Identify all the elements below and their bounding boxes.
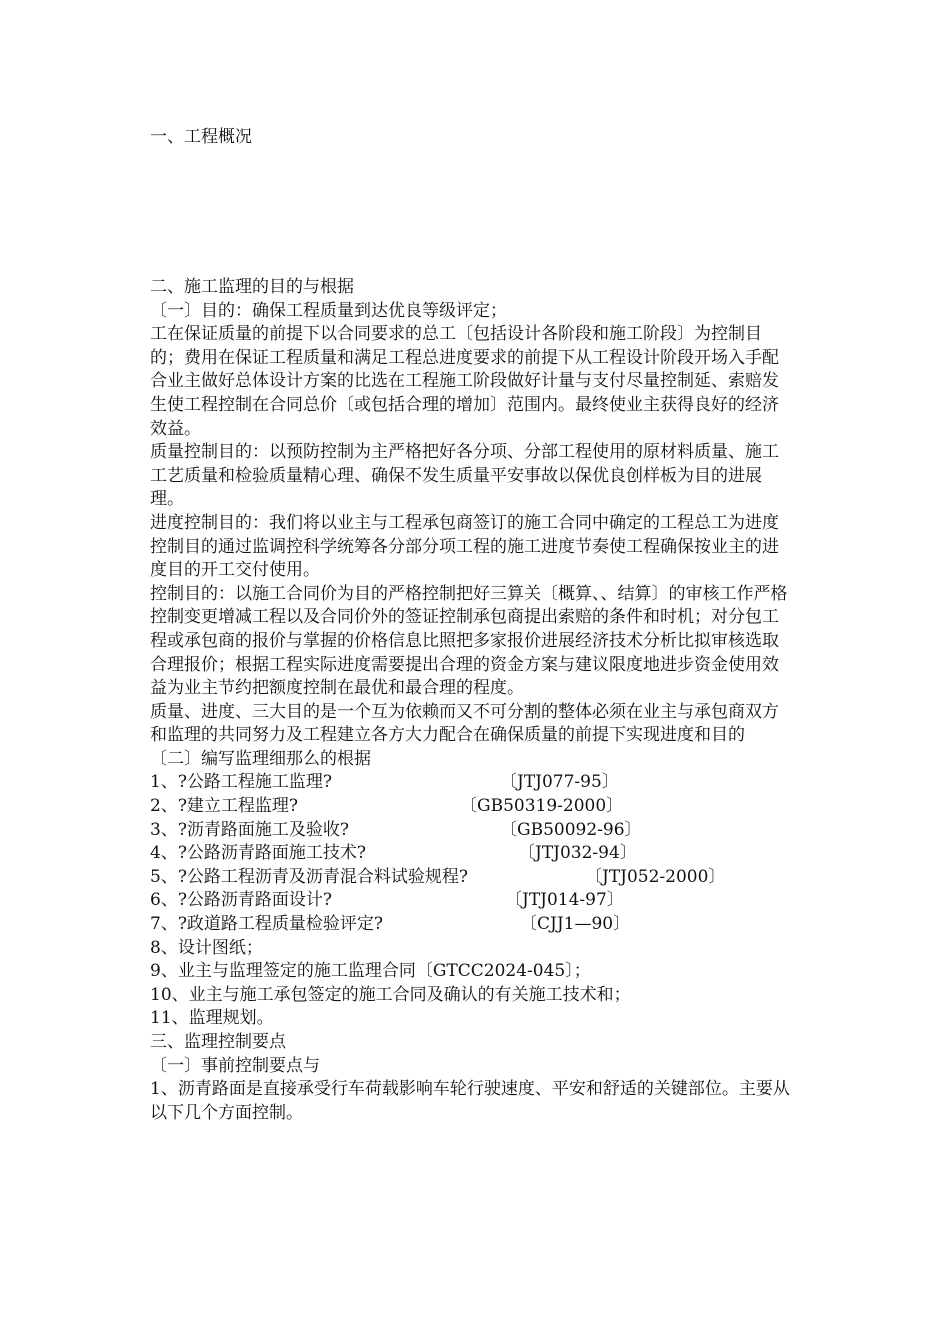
reference-title: 2、?建立工程监理? (150, 796, 299, 817)
reference-item (150, 819, 790, 843)
reference-title: 3、?沥青路面施工及验收? (150, 819, 350, 840)
reference-title: 5、?公路工程沥青及沥青混合料试验规程? (150, 866, 469, 887)
reference-code: 〔JTJ052-2000〕 (585, 866, 726, 887)
section-3-heading: 三、监理控制要点 (150, 1032, 286, 1052)
section-2-1-heading: 〔一〕目的：确保工程质量到达优良等级评定； (150, 300, 507, 321)
reference-code: 〔JTJ014-97〕 (505, 890, 624, 911)
reference-item (150, 771, 790, 795)
paragraph-schedule-goal: 进度控制目的：我们将以业主与工程承包商签订的施工合同中确定的工程总工为进度控制目的通过监调控科学统筹各分部分项工程的施工进度节奏使工程确保按业主的进度目的开工交付使用。 (150, 512, 779, 581)
reference-code: 〔JTJ077-95〕 (500, 772, 619, 793)
paragraph-quality-goal: 质量控制目的：以预防控制为主严格把好各分项、分部工程使用的原材料质量、施工工艺质量和检验质量精心理、确保不发生质量平安事故以保优良创样板为目的进展理。 (150, 442, 779, 510)
reference-item (150, 795, 790, 819)
document-body (150, 276, 790, 1125)
reference-title: 6、?公路沥青路面设计? (150, 890, 333, 911)
reference-item (150, 842, 790, 866)
list-item: 8、设计图纸； (150, 937, 263, 958)
paragraph-three-goals: 质量、进度、三大目的是一个互为依赖而又不可分割的整体必须在业主与承包商双方和监理的共同努力及工程建立各方大力配合在确保质量的前提下实现进度和目的 (150, 701, 779, 746)
paragraph-control-goal: 控制目的：以施工合同价为目的严格控制把好三算关〔概算、、结算〕的审核工作严格控制变更增减工程以及合同价外的签证控制承包商提出索赔的条件和时机；对分包工程或承包商的报价与掌握的价格信息比照把多家报价进展经济技术分析比拟审核选取合理报价；根据工程实际进度需要提出合理的资金方案与建议限度地进步资金使用效益为业主节约把额度控制在最优和最合理的程度。 (150, 583, 788, 699)
reference-item (150, 889, 790, 913)
reference-title: 1、?公路工程施工监理? (150, 772, 333, 793)
section-2-heading: 二、施工监理的目的与根据 (150, 277, 354, 297)
reference-title: 7、?政道路工程质量检验评定? (150, 914, 384, 935)
section-1-heading: 一、工程概况 (150, 127, 252, 147)
reference-item (150, 913, 790, 937)
reference-code: 〔JTJ032-94〕 (518, 843, 637, 864)
reference-code: 〔GB50319-2000〕 (460, 796, 624, 817)
list-item: 11、监理规划。 (150, 1008, 274, 1029)
section-2-2-heading: 〔二〕编写监理细那么的根据 (150, 748, 371, 769)
list-item: 10、业主与施工承包签定的施工合同及确认的有关施工技术和； (150, 984, 631, 1005)
reference-title: 4、?公路沥青路面施工技术? (150, 843, 367, 864)
paragraph-cost-goal: 工在保证质量的前提下以合同要求的总工〔包括设计各阶段和施工阶段〕为控制目的；费用在保证工程质量和满足工程总进度要求的前提下从工程设计阶段开场入手配合业主做好总体设计方案的比选在工程施工阶段做好计量与支付尽量控制延、索赔发生使工程控制在合同总价〔或包括合理的增加〕范围内。最终使业主获得良好的经济效益。 (150, 324, 779, 439)
list-item: 9、业主与监理签定的施工监理合同〔GTCC2024-045〕； (150, 961, 591, 982)
reference-code: 〔GB50092-96〕 (500, 819, 642, 840)
reference-item (150, 866, 790, 890)
section-3-1-heading: 〔一〕事前控制要点与 (150, 1055, 320, 1076)
reference-code: 〔CJJ1—90〕 (520, 914, 631, 935)
paragraph-asphalt-pavement: 1、沥青路面是直接承受行车荷载影响车轮行驶速度、平安和舒适的关键部位。主要从以下几个方面控制。 (150, 1079, 790, 1123)
